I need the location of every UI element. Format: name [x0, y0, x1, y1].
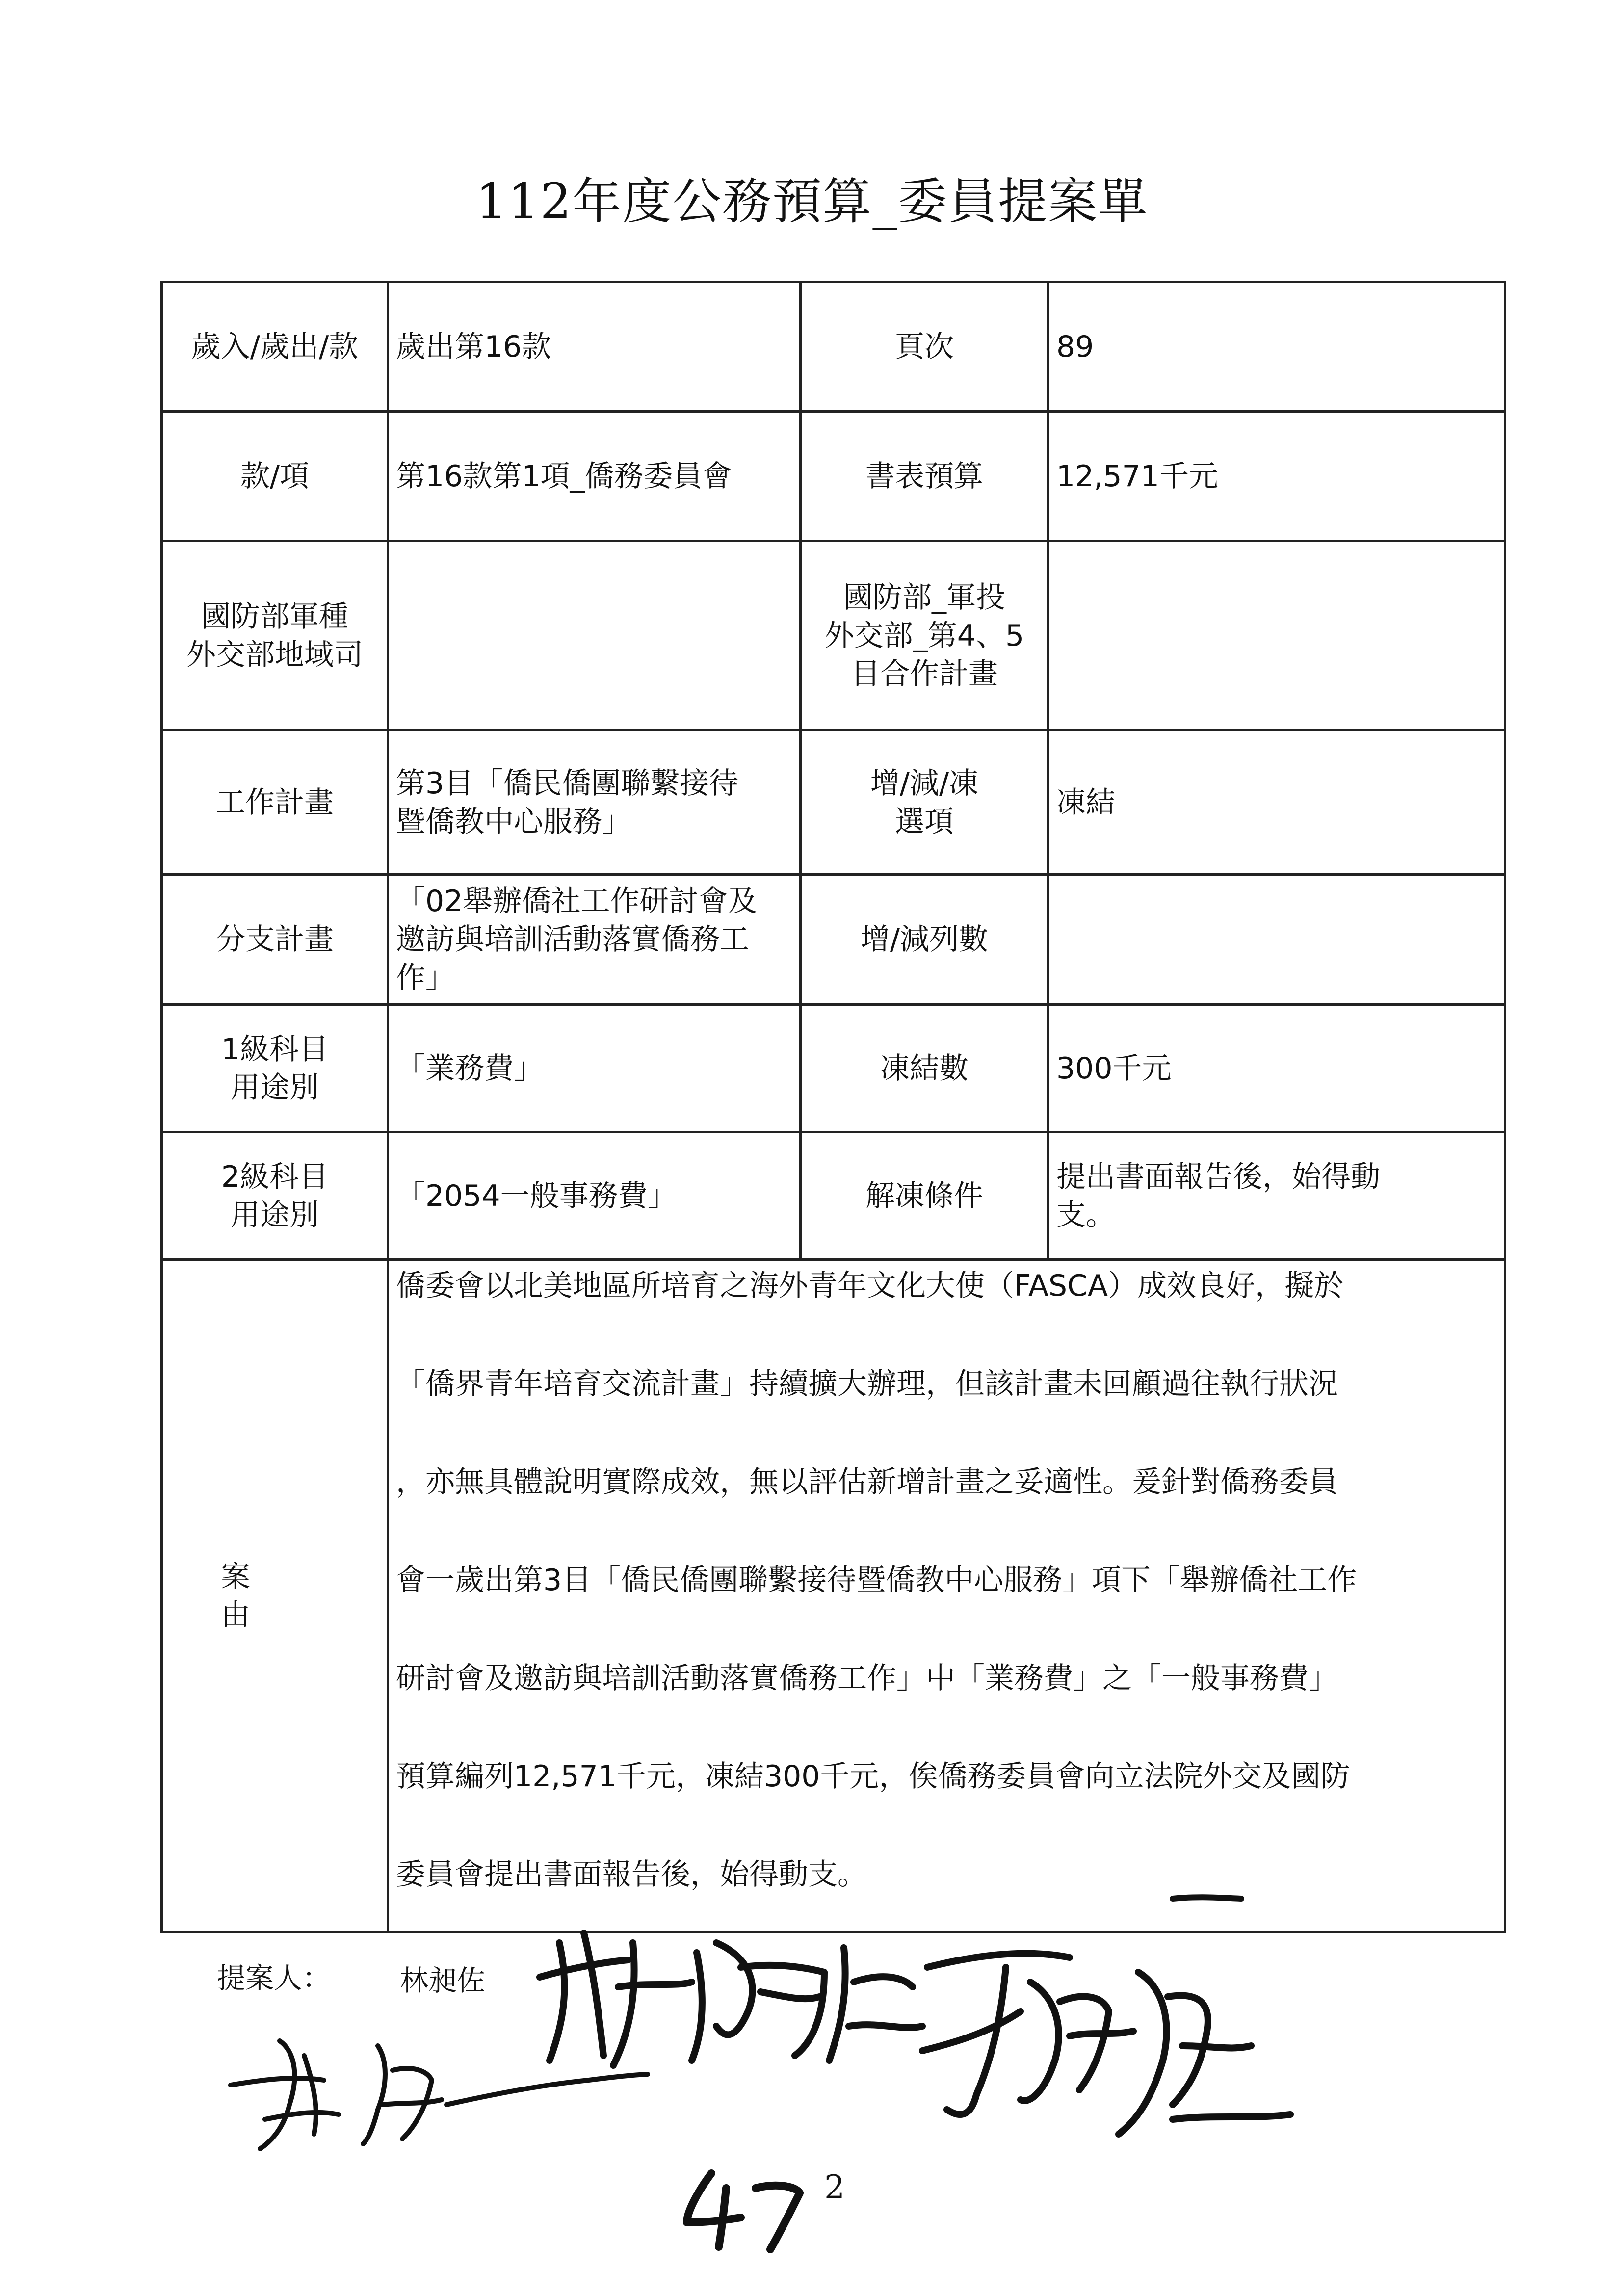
row-reason [162, 1260, 1505, 1932]
label-option [801, 731, 1048, 875]
value-page: 89 [1048, 282, 1505, 412]
label-cooperation-1: 國防部_軍投 [843, 580, 1005, 615]
label-defense: 國防部軍種 [201, 599, 348, 634]
value-change-amount [1048, 875, 1505, 1005]
label-option-1: 增/減/凍 [870, 766, 979, 801]
label-unfreeze: 解凍條件 [801, 1132, 1048, 1260]
label-budget: 書表預算 [801, 412, 1048, 541]
value-cooperation [1048, 541, 1505, 731]
reason-line: 委員會提出書面報告後，始得動支。 [396, 1857, 867, 1892]
value-option: 凍結 [1048, 731, 1505, 875]
reason-line: 「僑界青年培育交流計畫」持續擴大辦理，但該計畫未回顧過往執行狀況 [396, 1366, 1338, 1401]
reason-line: 預算編列12,571千元，凍結300千元，俟僑務委員會向立法院外交及國防 [396, 1759, 1350, 1794]
value-unfreeze-1: 提出書面報告後，始得動 [1056, 1159, 1380, 1194]
value-work-plan [388, 731, 801, 875]
value-branch-plan [388, 875, 801, 1005]
page-title: 112年度公務預算_委員提案單 [475, 173, 1149, 230]
reason-text [388, 1260, 1505, 1932]
value-unfreeze-2: 支。 [1056, 1198, 1115, 1232]
row-branch-plan [162, 875, 1505, 1005]
proposer-label: 提案人： [217, 1961, 331, 1995]
value-item: 第16款第1項_僑務委員會 [388, 412, 801, 541]
label-cooperation [801, 541, 1048, 731]
label-page: 頁次 [801, 282, 1048, 412]
value-work-plan-2: 暨僑教中心服務」 [396, 804, 631, 839]
value-branch-plan-1: 「02舉辦僑社工作研討會及 [396, 884, 758, 918]
label-level1 [162, 1005, 388, 1132]
label-cooperation-3: 目合作計畫 [851, 656, 998, 691]
handwritten-number [667, 2159, 814, 2257]
label-cooperation-2: 外交部_第4、5 [824, 618, 1024, 653]
reason-line: ，亦無具體說明實際成效，無以評估新增計畫之妥適性。爰針對僑務委員 [396, 1464, 1338, 1499]
value-unfreeze [1048, 1132, 1505, 1260]
row-item [162, 412, 1505, 541]
label-level2-1: 2級科目 [221, 1159, 329, 1194]
row-defense-foreign [162, 541, 1505, 731]
row-work-plan [162, 731, 1505, 875]
page-number: 2 [824, 2168, 845, 2206]
label-level1-2: 用途別 [231, 1070, 319, 1105]
signature-2 [908, 1884, 1310, 2159]
value-branch-plan-3: 作」 [396, 961, 455, 995]
value-level2: 「2054一般事務費」 [388, 1132, 801, 1260]
label-item: 款/項 [162, 412, 388, 541]
label-foreign: 外交部地域司 [186, 637, 363, 672]
label-work-plan: 工作計畫 [162, 731, 388, 875]
value-frozen: 300千元 [1048, 1005, 1505, 1132]
label-change-amount: 增/減列數 [801, 875, 1048, 1005]
label-frozen: 凍結數 [801, 1005, 1048, 1132]
label-option-2: 選項 [895, 804, 954, 839]
label-defense-foreign [162, 541, 388, 731]
value-section: 歲出第16款 [388, 282, 801, 412]
proposal-form-table [160, 281, 1506, 1933]
reason-line: 研討會及邀訪與培訓活動落實僑務工作」中「業務費」之「一般事務費」 [396, 1661, 1338, 1696]
value-defense-foreign [388, 541, 801, 731]
signature-3 [216, 2011, 657, 2159]
label-section: 歲入/歲出/款 [162, 282, 388, 412]
row-level2 [162, 1132, 1505, 1260]
reason-line: 僑委會以北美地區所培育之海外青年文化大使（FASCA）成效良好，擬於 [396, 1268, 1344, 1303]
row-section [162, 282, 1505, 412]
proposer-name: 林昶佐 [400, 1964, 486, 1997]
value-budget: 12,571千元 [1048, 412, 1505, 541]
reason-line: 會一歲出第3目「僑民僑團聯繫接待暨僑教中心服務」項下「舉辦僑社工作 [396, 1563, 1357, 1597]
label-level2-2: 用途別 [231, 1198, 319, 1232]
label-reason: 案由 [162, 1260, 388, 1932]
value-level1: 「業務費」 [388, 1005, 801, 1132]
label-branch-plan: 分支計畫 [162, 875, 388, 1005]
label-level2 [162, 1132, 388, 1260]
label-level1-1: 1級科目 [221, 1032, 329, 1067]
row-level1 [162, 1005, 1505, 1132]
value-branch-plan-2: 邀訪與培訓活動落實僑務工 [396, 922, 749, 957]
value-work-plan-1: 第3目「僑民僑團聯繫接待 [396, 766, 739, 801]
